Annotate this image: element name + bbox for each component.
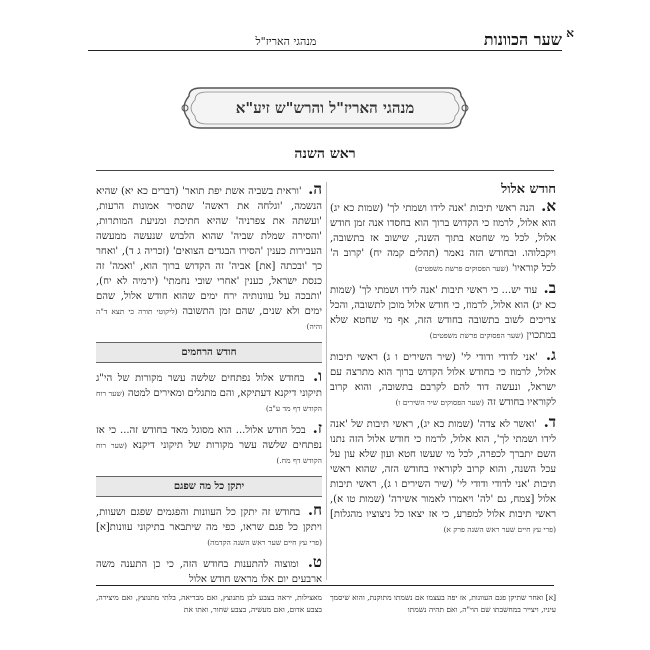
chapter-banner	[179, 82, 471, 134]
subheading-mercy: חודש הרחמים	[96, 342, 322, 363]
list-item: ו. בחודש אלול נפתחים שלשה עשר מקורות של הי"ג תיקוני דיקנא דעתיקא, והם מתגלים ומאירים למטה (שער רוח הקודש דף מד ע"ב)	[96, 367, 322, 413]
left-column	[96, 182, 322, 592]
list-item: ג. 'אני לדודי ודודי לי' (שיר השירים ו ג) ראשי תיבות אלול, לרמוז כי בחודש אלול הקדוש ברוך הוא מתרצה עם ישראל, ונעשה דוד להם לקרבם בתשובה, והוא קרוב לקוראיו בחודש זה (שער הפסוקים שיר השירים ו)	[330, 346, 557, 408]
book-title: שער הכוונות	[483, 30, 562, 49]
list-item: ב. עוד יש... כי ראשי תיבות 'אנה לידו ושמתי לך' (שמות כא יג) הוא אלול, לרמוז, כי חודש אלול מוכן לתשובה, והכל צריכים לשוב בתשובה בחודש הזה, אף מי שחטא שלא במתכוין (שער הפסוקים פרשת משפטים)	[330, 279, 556, 341]
list-item: ז. בכל חודש אלול... הוא מסוגל מאד בחודש זה... כי אז נפתחים שלשה עשר מקורות של תיקוני דיקנא (שער רוח הקודש דף מח.)	[96, 419, 323, 465]
subheading-repair: יתקן כל מה שפגם	[96, 476, 322, 497]
list-item: ח. בחודש זה יתקן כל העוונות והפגמים שפגם ושעוות, ויתקן כל פגם שראו, כפי מה שיתבאר בתיקוני עוונות[א] (פרי עץ חיים שער ראש השנה הקדמה)	[96, 501, 322, 547]
list-item: ט. ומוצוה להתענות בחודש הזה, כי כן התענה משה ארבעים יום אלו מראש חודש אלול	[96, 553, 322, 585]
right-column	[330, 182, 556, 542]
running-head	[88, 22, 574, 50]
column-title: חודש אלול	[501, 182, 556, 197]
section-rule	[96, 170, 554, 171]
list-item: ה. 'וראית בשביה אשת יפת תואר' (דברים כא יא) שהיא הנשמה, 'וגלחה את ראשה' שתסיר אמונות הרעות, 'ועשתה את צפרניה' שהיא חתיכת ומניעת המותרות, 'והסירה שמלת שביה' שהוא הלבוש שנעשה ממעשה העבירות כענין 'הסירו הבגדים הצואים' (זכריה ג ד), 'ואחר כך 'ובכתה [את] אביה' זה הקדוש ברוך הוא, 'ואמה' זה כנסת ישראל, כענין 'אחרי שובי נחמתי' (ירמיה לא יח), 'ותבכה על עוונותיה ירח ימים שהוא חודש אלול, שהם ימים ולא שנים, שהם זמן התשובה (ליקוטי תורה כי תצא ד"ה והיה)	[96, 180, 322, 331]
list-item: א. הנה ראשי תיבות 'אנה לידו ושמתי לך' (שמות כא יג) הוא אלול, לרמוז כי הקדוש ברוך הוא בחסדו אנה זמן חודש אלול, לכל מי שחטא בתוך השנה, שישוב אז בתשובה, ויקבלוהו. ובחודש הזה נאמר (תהלים קמה יח) 'קרוב ה' לכל קוראיו' (שער הפסוקים פרשת משפטים)	[330, 197, 556, 274]
chapter-subtitle: מנהגי האריז"ל	[255, 35, 317, 48]
footnote-left: מאצילות, יראה בצבע לבן מתנוצץ, ואם מבריאה, בלתי מתנוצץ, ואם מיצירה, בצבע אדום, ואם מעשיה, בצבע שחור, ואתו את	[96, 593, 322, 614]
column-divider	[326, 182, 327, 580]
header-rule	[88, 50, 562, 51]
page-letter: א	[566, 26, 574, 40]
footnote-rule	[96, 585, 554, 586]
section-title: ראש השנה	[294, 146, 356, 162]
footnote-right: [א] ואחר שתיקן פגם העוונות, אז יפה בעצמו אם נשמתו מתוקנת, והוא שיסמך עיניו, ויצייר במחשבתו שם הוי"ה, ואם תהיה נשמתו	[330, 593, 556, 614]
list-item: ד. 'ואשר לא צדה' (שמות כא יג), ראשי תיבות של 'אנה לידו ושמתי לך', הוא אלול, לרמוז כי חודש אלול הזה נתנו השם יתברך לכפרה, לכל מי שעשו חטא ועון שלא עון על עכל השנה, והוא קרוב לקוראיו בחודש הזה, שהוא ראשי תיבות 'אני לדודי ודודי לי' (שיר השירים ו ג), ראשי תיבות אלול [צמח, גם 'לה' ויאמרו לאמור אשירה' (שמות טו א), ראשי תיבות אלול למפרע, כי אז יצאו כל ניצוציו מהגלות] (פרי עץ חיים שער ראש השנה פרק א)	[330, 413, 556, 534]
banner-title: מנהגי האריז"ל והרש"ש זיע"א	[235, 99, 415, 117]
